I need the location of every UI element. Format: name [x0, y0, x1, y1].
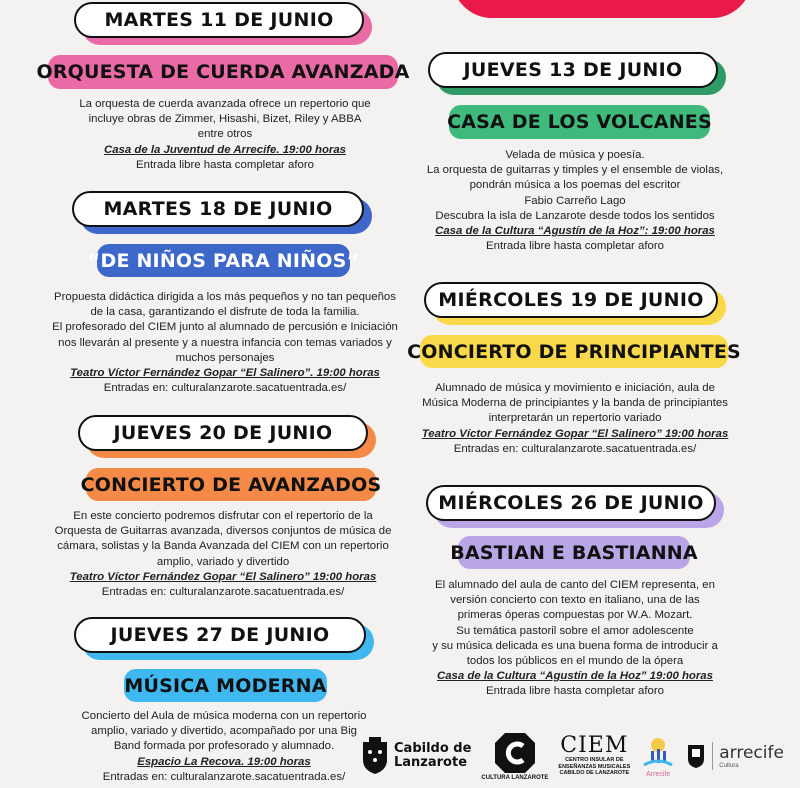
ciem-sub2: ENSEÑANZAS MUSICALES: [558, 763, 631, 770]
desc-line: Band formada por profesorado y alumnado.: [113, 740, 335, 753]
ciem-name: CIEM: [560, 733, 629, 759]
desc-line: Su temática pastoril sobre el amor adolescente: [456, 624, 694, 637]
desc-line: pondrán música a los poemas del escritor: [469, 179, 681, 192]
desc-line: El alumnado del aula de canto del CIEM representa, en: [435, 579, 715, 591]
cultura-lanzarote-logo: [481, 731, 548, 781]
event-title: MÚSICA MODERNA: [124, 669, 327, 702]
event-venue: Teatro Víctor Fernández Gopar “El Salinero” 19:00 horas: [69, 570, 377, 583]
desc-line: versión concierto con texto en italiano, una de las: [450, 594, 700, 607]
arrecife-word: arrecife: [719, 743, 784, 763]
desc-line: Propuesta didáctica dirigida a los más pequeños y no tan pequeños: [54, 291, 396, 303]
event-description: [404, 578, 746, 700]
date-label: JUEVES 27 DE JUNIO: [74, 617, 366, 653]
desc-line: incluye obras de Zimmer, Hisashi, Bizet, Riley y ABBA: [88, 113, 362, 126]
desc-line: Música Moderna de principiantes y la banda de principiantes: [422, 397, 728, 410]
desc-line: Orquesta de Guitarras avanzada, diversos conjuntos de música de: [54, 525, 392, 538]
date-badge: [426, 485, 716, 521]
event-entry: Entrada libre hasta completar aforo: [136, 158, 314, 171]
date-label: JUEVES 13 DE JUNIO: [428, 52, 718, 88]
event-entry: Entradas en: culturalanzarote.sacatuentrada.es/: [103, 382, 347, 395]
desc-line: Descubra la isla de Lanzarote desde todos los sentidos: [435, 209, 715, 222]
desc-line: primeras óperas compuestas por W.A. Mozart.: [457, 609, 693, 622]
date-badge: [78, 415, 368, 451]
date-label: MIÉRCOLES 26 DE JUNIO: [426, 485, 716, 521]
arrecife-shield-icon: [686, 743, 706, 769]
desc-line: interpretarán un repertorio variado: [488, 412, 662, 425]
logo-divider: [712, 742, 713, 770]
date-label: MARTES 18 DE JUNIO: [72, 191, 364, 227]
event-entry: Entradas en: culturalanzarote.sacatuentrada.es/: [453, 442, 697, 455]
cultura-label: CULTURA LANZAROTE: [481, 775, 549, 781]
top-decoration: [452, 0, 752, 18]
event-title: CONCIERTO DE AVANZADOS: [86, 468, 376, 501]
event-description: [36, 290, 414, 396]
sponsor-logos: [360, 724, 800, 788]
desc-line: Concierto del Aula de música moderna con un repertorio: [81, 710, 367, 722]
date-label: MIÉRCOLES 19 DE JUNIO: [424, 282, 718, 318]
desc-line: amplio, variado y divertido, acompañado por una Big: [91, 725, 357, 738]
desc-line: La orquesta de cuerda avanzada ofrece un repertorio que: [79, 98, 371, 110]
event-entry: Entradas en: culturalanzarote.sacatuentrada.es/: [101, 586, 345, 599]
arrecife-small-logo: [640, 735, 676, 778]
date-label: MARTES 11 DE JUNIO: [74, 2, 364, 38]
desc-line: y su música delicada es una buena forma de introducir a: [432, 639, 718, 652]
desc-line: amplio, variado y divertido: [156, 555, 290, 568]
event-entry: Entrada libre hasta completar aforo: [486, 240, 664, 253]
date-badge: [72, 191, 364, 227]
desc-line: El profesorado del CIEM junto al alumnado de percusión e Iniciación: [52, 321, 398, 334]
event-title: “DE NIÑOS PARA NIÑOS”: [97, 244, 350, 277]
date-badge: [74, 617, 366, 653]
desc-line: todos los públicos en el mundo de la ópera: [466, 655, 684, 668]
event-title: ORQUESTA DE CUERDA AVANZADA: [48, 55, 398, 89]
event-title: BASTIAN E BASTIANNA: [458, 536, 690, 569]
event-description: [56, 709, 392, 785]
date-label: JUEVES 20 DE JUNIO: [78, 415, 368, 451]
desc-line: En este concierto podremos disfrutar con el repertorio de la: [73, 510, 373, 522]
date-badge: [424, 282, 718, 318]
event-description: [410, 148, 740, 254]
ciem-logo: [558, 735, 630, 777]
event-description: [46, 509, 400, 600]
desc-line: de la casa, garantizando el disfrute de toda la familia.: [90, 306, 360, 319]
date-badge: [74, 2, 364, 38]
desc-line: La orquesta de guitarras y timples y el ensemble de violas,: [426, 164, 724, 177]
desc-line: Alumnado de música y movimiento e iniciación, aula de: [435, 382, 715, 394]
event-venue: Casa de la Cultura “Agustín de la Hoz” 19:00 horas: [437, 670, 713, 683]
desc-line: Velada de música y poesía.: [505, 149, 645, 161]
ciem-sub1: CENTRO INSULAR DE: [565, 757, 624, 764]
event-venue: Teatro Víctor Fernández Gopar “El Salinero” 19:00 horas: [421, 427, 729, 440]
arrecife-cultura-logo: [686, 742, 784, 770]
cabildo-logo: [360, 736, 471, 776]
cabildo-line1: Cabildo de: [394, 741, 472, 756]
desc-line: Fabio Carreño Lago: [524, 194, 626, 207]
event-description: [410, 381, 740, 457]
cabildo-shield-icon: [360, 736, 390, 776]
event-title: CONCIERTO DE PRINCIPIANTES: [420, 335, 728, 368]
arrecife-sub: Cultura: [719, 763, 739, 769]
arrecife-small-label: Arrecife: [646, 770, 671, 778]
ciem-sub3: CABILDO DE LANZAROTE: [559, 770, 630, 777]
event-entry: Entradas en: culturalanzarote.sacatuentrada.es/: [102, 770, 346, 783]
arrecife-emblem-icon: [640, 735, 676, 771]
event-venue: Casa de la Juventud de Arrecife. 19:00 horas: [103, 143, 347, 156]
event-venue: Casa de la Cultura “Agustín de la Hoz”: 19:00 horas: [435, 225, 715, 238]
event-entry: Entrada libre hasta completar aforo: [486, 685, 664, 698]
cultura-c-icon: [493, 731, 537, 775]
event-venue: Teatro Víctor Fernández Gopar “El Salinero”. 19:00 horas: [70, 367, 380, 380]
desc-line: nos llevarán al presente y a nuestra infancia con temas variados y: [58, 336, 392, 349]
event-title: CASA DE LOS VOLCANES: [449, 105, 710, 139]
cabildo-line2: Lanzarote: [394, 755, 468, 770]
event-description: [50, 97, 400, 173]
event-venue: Espacio La Recova. 19:00 horas: [137, 755, 311, 768]
desc-line: entre otros: [197, 128, 253, 141]
desc-line: cámara, solistas y la Banda Avanzada del CIEM con un repertorio: [57, 540, 389, 553]
desc-line: muchos personajes: [175, 351, 275, 364]
date-badge: [428, 52, 718, 88]
